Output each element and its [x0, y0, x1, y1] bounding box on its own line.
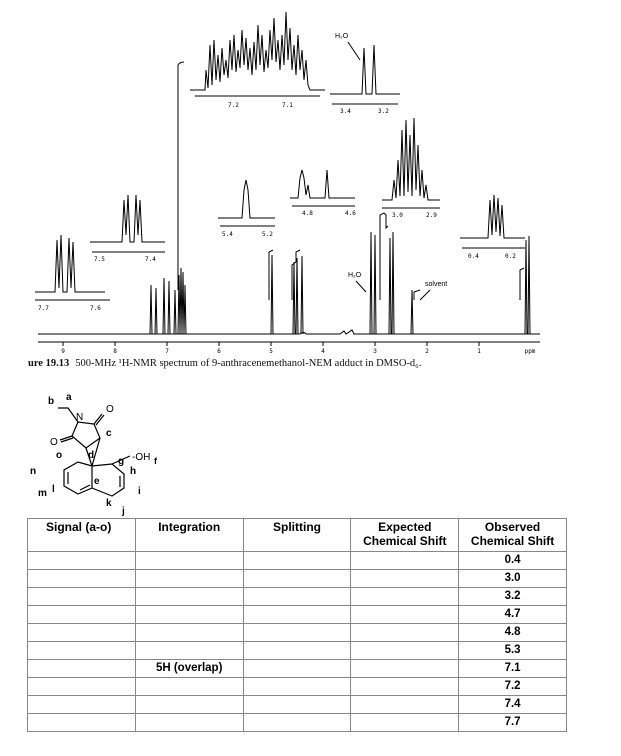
table-row — [28, 588, 567, 606]
label-a: a — [66, 392, 72, 403]
inset-tick: 3.2 — [378, 108, 389, 115]
table-cell-observed[interactable]: 7.2 — [459, 678, 567, 696]
label-f: f — [154, 456, 157, 466]
table-row — [28, 660, 567, 678]
inset-tick: 7.6 — [90, 305, 101, 312]
table-cell-signal[interactable] — [28, 606, 136, 624]
table-cell-integration[interactable] — [135, 642, 243, 660]
table-cell-integration[interactable] — [135, 696, 243, 714]
table-header-row — [28, 519, 567, 552]
inset-d-7.5 — [90, 195, 165, 263]
peak-water — [370, 232, 376, 334]
nmr-spectrum — [0, 0, 621, 358]
label-b: b — [48, 396, 55, 407]
x-tick: 2 — [425, 348, 429, 355]
table-cell-integration[interactable] — [135, 606, 243, 624]
table-cell-observed[interactable]: 7.1 — [459, 660, 567, 678]
integration-0.3 — [520, 268, 524, 300]
table-cell-expected[interactable] — [351, 552, 459, 570]
table-cell-splitting[interactable] — [243, 714, 351, 732]
label-O-left: O — [50, 437, 58, 448]
peak-5.3 — [271, 255, 273, 334]
table-cell-observed[interactable]: 7.7 — [459, 714, 567, 732]
integration-aromatic — [178, 62, 184, 290]
table-cell-signal[interactable] — [28, 678, 136, 696]
water-main-label: H₂O — [348, 272, 362, 279]
table-cell-observed[interactable]: 7.4 — [459, 696, 567, 714]
table-row — [28, 606, 567, 624]
table-cell-signal[interactable] — [28, 570, 136, 588]
x-tick: 8 — [113, 348, 117, 355]
inset-tick: 4.8 — [302, 210, 313, 217]
solvent-label: solvent — [425, 281, 448, 288]
table-cell-splitting[interactable] — [243, 552, 351, 570]
table-cell-observed[interactable]: 4.8 — [459, 624, 567, 642]
table-cell-signal[interactable] — [28, 660, 136, 678]
inset-q-3.0 — [382, 118, 440, 219]
x-tick: 1 — [477, 348, 481, 355]
peak-4.6 — [301, 256, 303, 334]
label-o: o — [56, 450, 63, 461]
label-c: c — [106, 428, 112, 439]
label-h: h — [130, 466, 137, 477]
water-label: H₂O — [335, 33, 349, 40]
table-cell-signal[interactable] — [28, 588, 136, 606]
table-cell-signal[interactable] — [28, 552, 136, 570]
table-row — [28, 678, 567, 696]
table-cell-splitting[interactable] — [243, 606, 351, 624]
table-cell-splitting[interactable] — [243, 696, 351, 714]
x-axis-unit: ppm — [524, 348, 536, 355]
table-cell-signal[interactable] — [28, 642, 136, 660]
table-cell-signal[interactable] — [28, 714, 136, 732]
header-integration: Integration — [135, 519, 243, 552]
table-row — [28, 552, 567, 570]
table-cell-expected[interactable] — [351, 696, 459, 714]
table-cell-observed[interactable]: 3.0 — [459, 570, 567, 588]
table-row — [28, 714, 567, 732]
inset-tick: 5.2 — [262, 231, 273, 238]
peak-7.4 — [163, 278, 170, 334]
spectrum-baseline — [38, 330, 540, 334]
table-cell-integration[interactable]: 5H (overlap) — [135, 660, 243, 678]
x-tick: 4 — [321, 348, 325, 355]
peak-0.3 — [525, 236, 530, 334]
header-observed-shift: Observed Chemical Shift — [459, 519, 567, 552]
caption-label: ure 19.13 — [28, 358, 70, 369]
table-cell-observed[interactable]: 0.4 — [459, 552, 567, 570]
inset-tick: 3.4 — [340, 108, 351, 115]
table-cell-splitting[interactable] — [243, 660, 351, 678]
label-d: d — [88, 450, 95, 461]
integration-3.0 — [380, 213, 388, 300]
table-cell-integration[interactable] — [135, 552, 243, 570]
inset-tick: 5.4 — [222, 231, 233, 238]
table-cell-expected[interactable] — [351, 606, 459, 624]
nmr-assignment-table — [27, 518, 567, 732]
peak-3.0 — [389, 232, 394, 334]
inset-tick: 4.6 — [345, 210, 356, 217]
table-cell-integration[interactable] — [135, 588, 243, 606]
table-cell-observed[interactable]: 4.7 — [459, 606, 567, 624]
inset-aromatic — [190, 12, 325, 109]
table-cell-observed[interactable]: 5.3 — [459, 642, 567, 660]
label-j: j — [122, 506, 125, 516]
table-cell-expected[interactable] — [351, 642, 459, 660]
table-cell-expected[interactable] — [351, 624, 459, 642]
table-cell-splitting[interactable] — [243, 678, 351, 696]
inset-t-0.3 — [460, 195, 525, 260]
caption-text: 500-MHz ¹H-NMR spectrum of 9-anthracenemethanol-NEM adduct in DMSO-d₆. — [75, 358, 422, 369]
inset-tick: 3.0 — [392, 212, 403, 219]
label-l: l — [52, 484, 55, 495]
label-e: e — [94, 476, 100, 487]
table-cell-splitting[interactable] — [243, 642, 351, 660]
header-expected-shift: Expected Chemical Shift — [351, 519, 459, 552]
inset-tick: 7.4 — [145, 256, 156, 263]
table-cell-expected[interactable] — [351, 588, 459, 606]
label-g: g — [118, 456, 125, 467]
inset-d-7.7 — [35, 235, 110, 312]
x-tick: 6 — [217, 348, 221, 355]
inset-tick: 2.9 — [426, 212, 437, 219]
inset-tick: 7.5 — [94, 256, 105, 263]
table-cell-observed[interactable]: 3.2 — [459, 588, 567, 606]
x-tick: 9 — [61, 348, 65, 355]
inset-s-5.3 — [218, 180, 275, 238]
figure-caption — [28, 358, 421, 369]
table-cell-signal[interactable] — [28, 624, 136, 642]
peak-4.8 — [293, 258, 298, 334]
inset-tick: 7.2 — [228, 102, 239, 109]
table-cell-integration[interactable] — [135, 624, 243, 642]
table-row — [28, 642, 567, 660]
inset-water — [330, 33, 400, 115]
integration-solvent — [414, 290, 420, 300]
table-cell-signal[interactable] — [28, 696, 136, 714]
table-cell-splitting[interactable] — [243, 624, 351, 642]
label-m: m — [38, 488, 47, 499]
label-n: n — [30, 466, 37, 477]
table-row — [28, 570, 567, 588]
label-i: i — [138, 486, 141, 497]
x-tick: 3 — [373, 348, 377, 355]
table-row — [28, 624, 567, 642]
inset-tick: 0.2 — [505, 253, 516, 260]
table-cell-integration[interactable] — [135, 714, 243, 732]
inset-tick: 7.1 — [282, 102, 293, 109]
table-cell-splitting[interactable] — [243, 570, 351, 588]
peak-7.2-7.1 — [174, 268, 186, 334]
molecule-structure — [20, 388, 190, 516]
label-OH: -OH — [132, 452, 151, 463]
label-k: k — [106, 498, 112, 509]
header-splitting: Splitting — [243, 519, 351, 552]
label-N: N — [76, 412, 84, 423]
x-tick: 7 — [165, 348, 169, 355]
table-row — [28, 696, 567, 714]
table-cell-expected[interactable] — [351, 678, 459, 696]
table-cell-expected[interactable] — [351, 714, 459, 732]
table-cell-expected[interactable] — [351, 660, 459, 678]
label-O-right: O — [106, 404, 114, 415]
x-tick: 5 — [269, 348, 273, 355]
header-signal: Signal (a-o) — [28, 519, 136, 552]
table-cell-integration[interactable] — [135, 570, 243, 588]
peak-7.7 — [150, 285, 157, 334]
table-cell-integration[interactable] — [135, 678, 243, 696]
peak-solvent — [411, 290, 413, 334]
inset-tick: 7.7 — [38, 305, 49, 312]
inset-m-4.7 — [290, 170, 356, 217]
table-cell-expected[interactable] — [351, 570, 459, 588]
table-cell-splitting[interactable] — [243, 588, 351, 606]
inset-tick: 0.4 — [468, 253, 479, 260]
